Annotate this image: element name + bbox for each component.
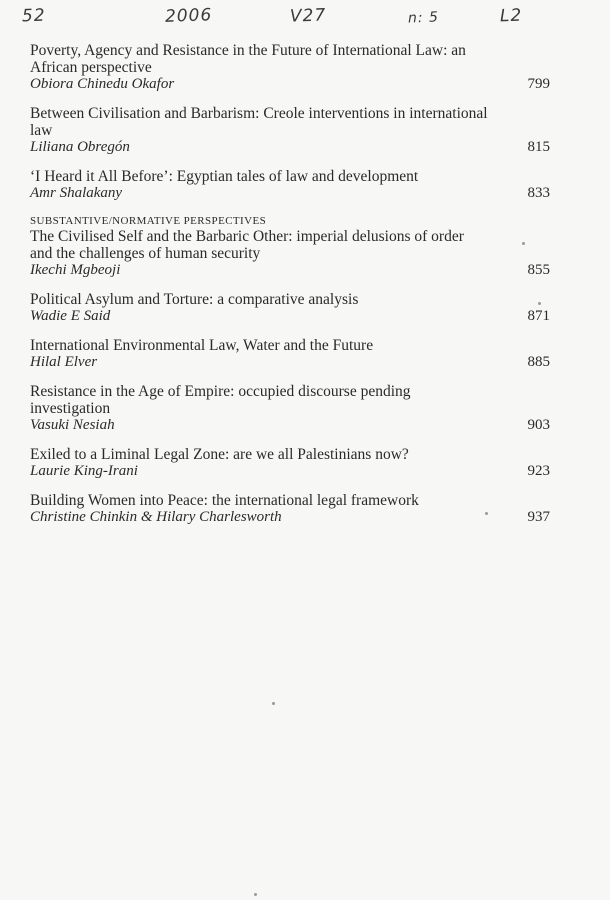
entry-author: Hilal Elver (30, 354, 98, 370)
entry-title: International Environmental Law, Water and the Future (30, 337, 374, 354)
entry-page-number: 871 (527, 308, 550, 324)
entry-title: Between Civilisation and Barbarism: Creole interventions in international law (30, 105, 488, 139)
entry-title: ‘I Heard it All Before’: Egyptian tales of law and development (30, 168, 419, 185)
toc-entry (30, 168, 550, 202)
table-of-contents (30, 42, 550, 538)
entry-author: Ikechi Mgbeoji (30, 262, 121, 278)
entry-page-number: 855 (527, 262, 550, 278)
entry-author: Vasuki Nesiah (30, 417, 115, 433)
paper-speck (485, 512, 488, 515)
entry-title: The Civilised Self and the Barbaric Other: imperial delusions of order and the challenges of human security (30, 228, 464, 262)
paper-speck (272, 702, 275, 705)
toc-entry (30, 105, 550, 156)
entry-page-number: 815 (527, 139, 550, 155)
section-heading: SUBSTANTIVE/NORMATIVE PERSPECTIVES (30, 215, 267, 227)
toc-entry (30, 383, 550, 434)
entry-author: Christine Chinkin & Hilary Charlesworth (30, 509, 282, 525)
entry-title: Exiled to a Liminal Legal Zone: are we all Palestinians now? (30, 446, 409, 463)
entry-title: Poverty, Agency and Resistance in the Future of International Law: an African perspective (30, 42, 466, 76)
entry-title: Political Asylum and Torture: a comparative analysis (30, 291, 359, 308)
entry-title: Building Women into Peace: the international legal framework (30, 492, 419, 509)
entry-page-number: 799 (527, 76, 550, 92)
handwritten-note-4: n: 5 (407, 9, 440, 27)
toc-entry (30, 337, 550, 371)
toc-entry (30, 228, 550, 279)
entry-page-number: 923 (527, 463, 550, 479)
paper-speck (538, 302, 541, 305)
entry-author: Liliana Obregón (30, 139, 130, 155)
entry-author: Obiora Chinedu Okafor (30, 76, 175, 92)
entry-page-number: 903 (527, 417, 550, 433)
handwritten-note-5: L2 (499, 5, 523, 27)
entry-page-number: 833 (527, 185, 550, 201)
toc-entry (30, 42, 550, 93)
toc-entry (30, 492, 550, 526)
handwritten-note-3: V27 (289, 5, 327, 27)
entry-author: Laurie King-Irani (30, 463, 138, 479)
entry-author: Amr Shalakany (30, 185, 123, 201)
handwritten-note-1: 52 (21, 5, 46, 27)
paper-speck (522, 242, 525, 245)
toc-entry (30, 446, 550, 480)
entry-page-number: 885 (527, 354, 550, 370)
entry-title: Resistance in the Age of Empire: occupied discourse pending investigation (30, 383, 411, 417)
handwritten-note-2: 2006 (164, 5, 213, 27)
entry-page-number: 937 (527, 509, 550, 525)
toc-entry (30, 291, 550, 325)
entry-author: Wadie E Said (30, 308, 111, 324)
paper-speck (254, 893, 257, 896)
